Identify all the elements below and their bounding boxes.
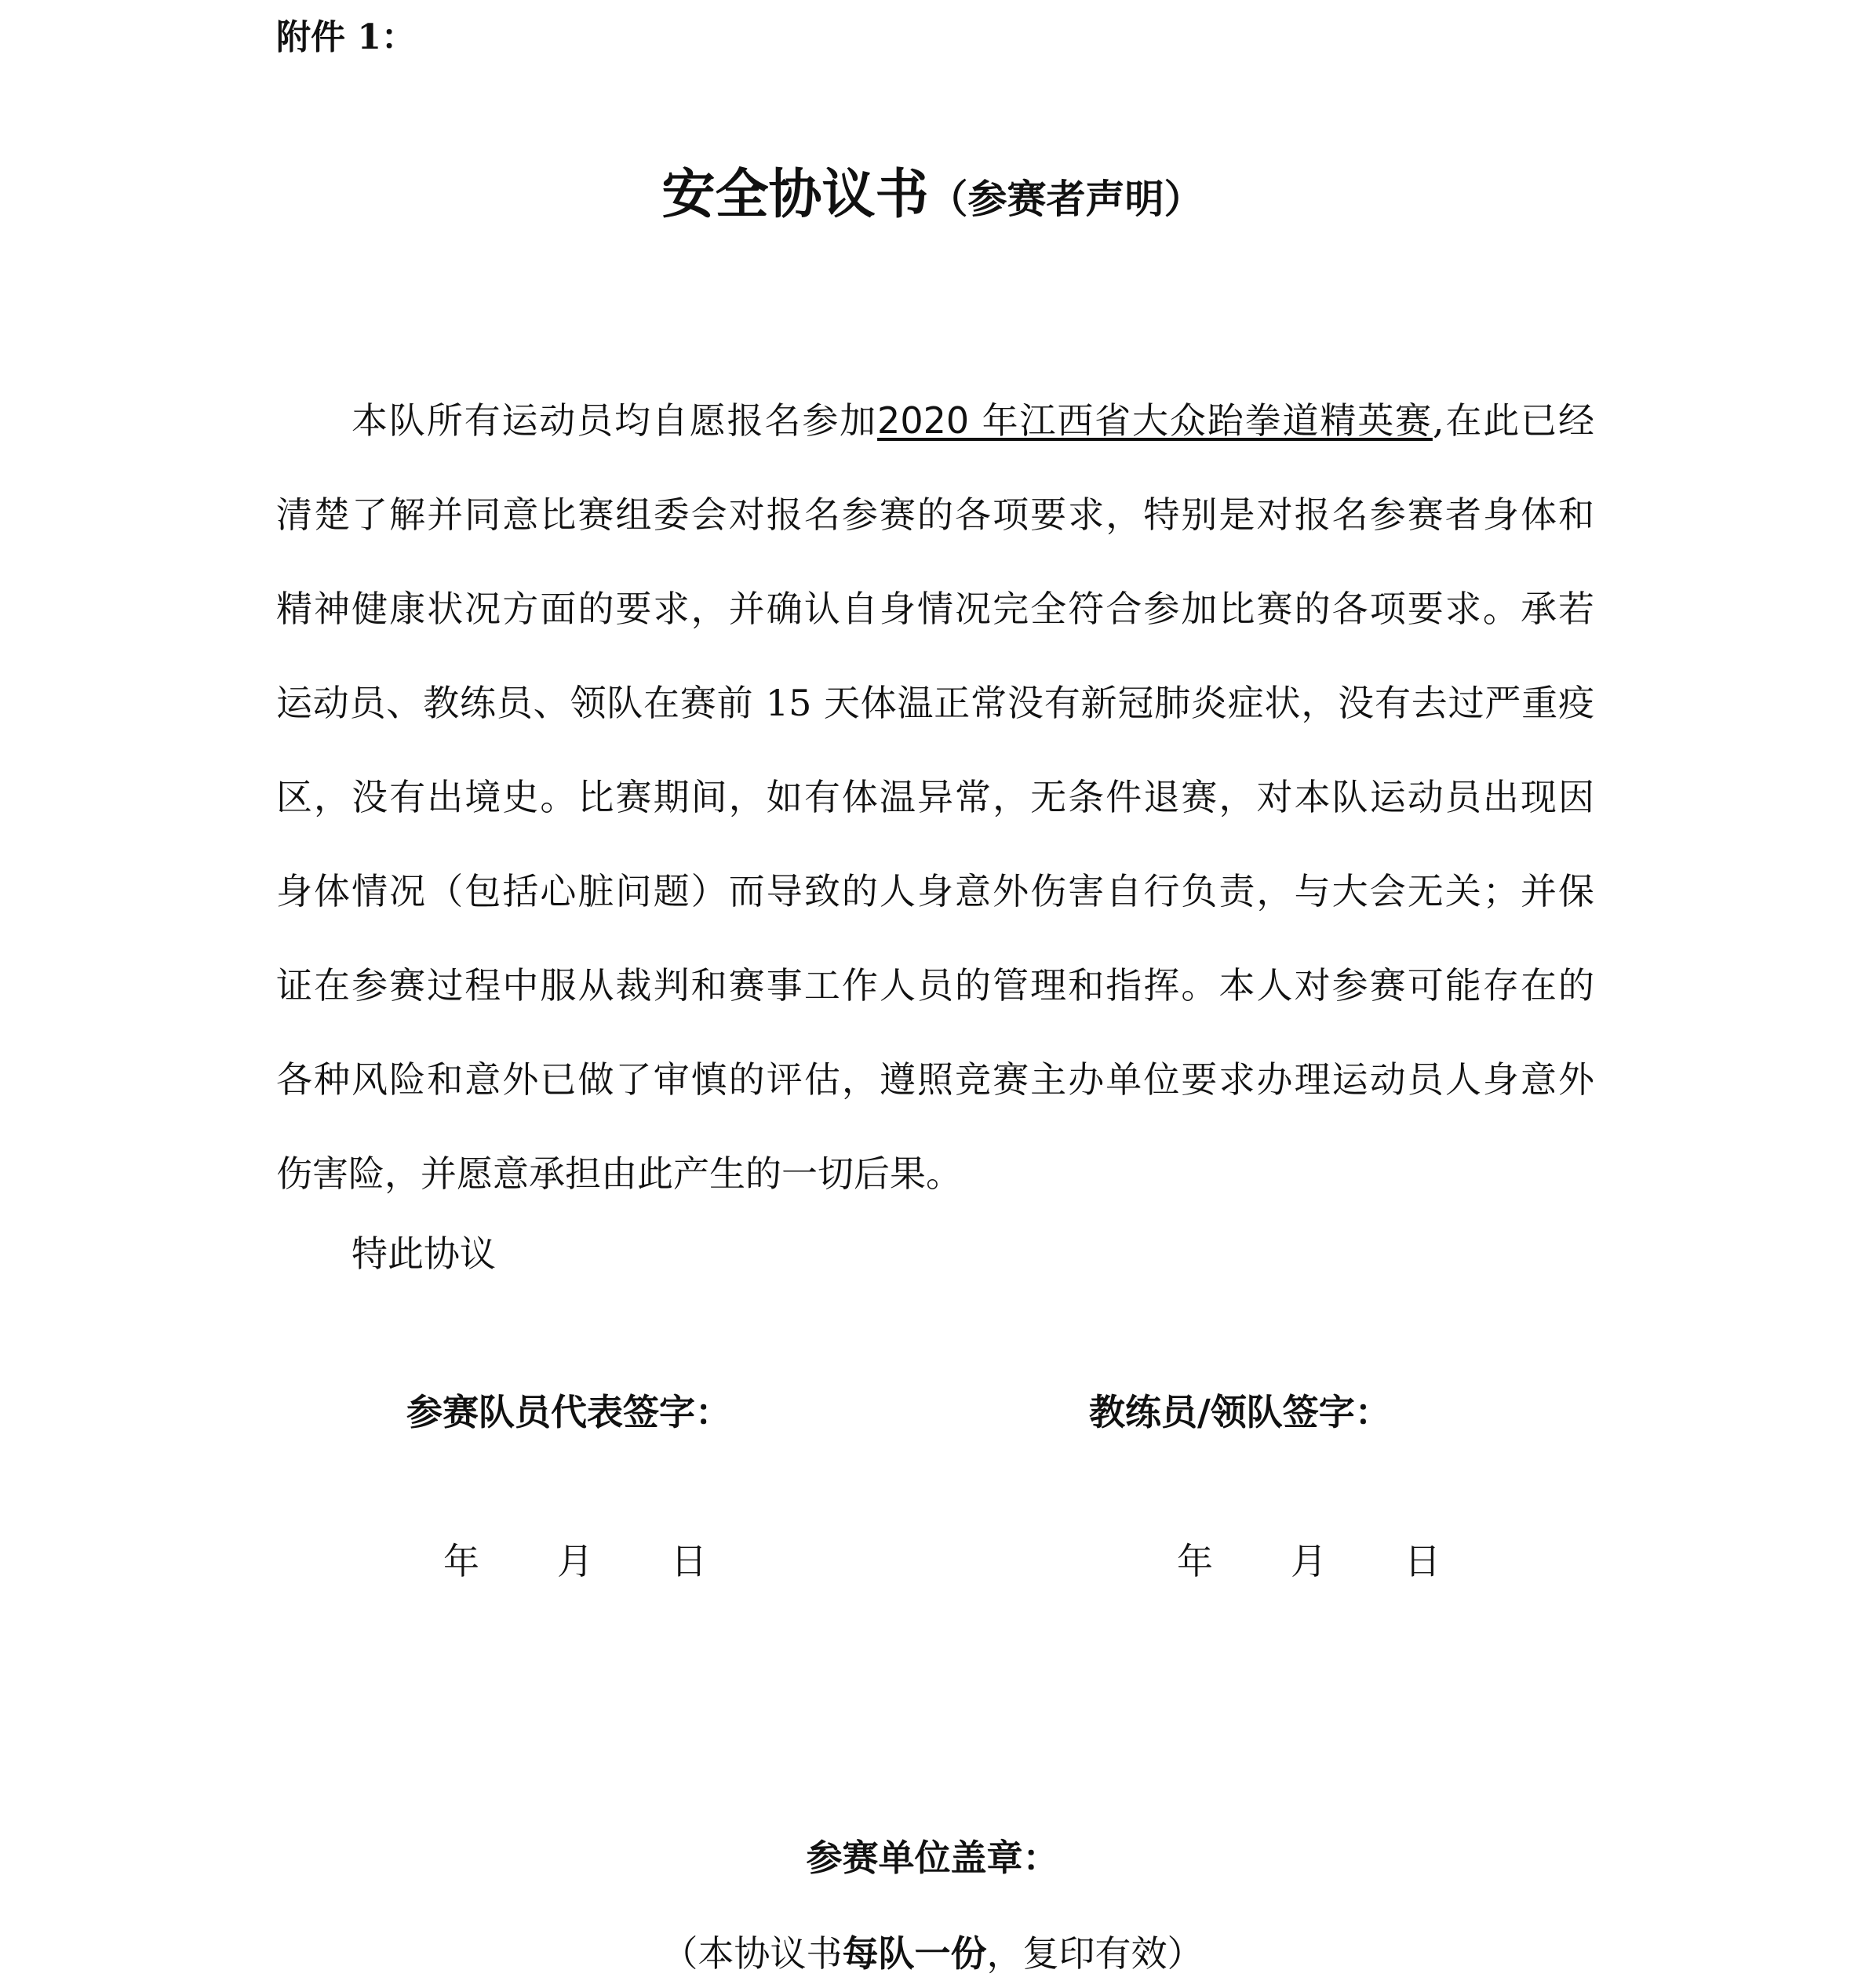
seal-label: 参赛单位盖章： <box>806 1837 1059 1879</box>
closing-text: 特此协议 <box>352 1232 496 1275</box>
paragraph-line-6: 身体情况（包括心脏问题）而导致的人身意外伤害自行负责，与大会无关；并保 <box>276 870 1594 912</box>
line1-prefix: 本队所有运动员均自愿报名参加 <box>352 399 878 442</box>
paragraph-line-1 <box>276 373 1594 468</box>
date-year-left: 年 <box>443 1540 479 1582</box>
date-year-right: 年 <box>1177 1540 1213 1582</box>
paragraph-line-8: 各种风险和意外已做了审慎的评估，遵照竞赛主办单位要求办理运动员人身意外 <box>276 1058 1594 1101</box>
attachment-label: 附件 1： <box>276 17 416 57</box>
paragraph-line-7: 证在参赛过程中服从裁判和赛事工作人员的管理和指挥。本人对参赛可能存在的 <box>276 964 1594 1007</box>
note-bold: 每队一份 <box>842 1932 987 1975</box>
team-representative-signature-label: 参赛队员代表签字： <box>406 1391 731 1433</box>
copy-note <box>0 1930 1865 1977</box>
title-main: 安全协议书 <box>661 163 929 226</box>
date-day-right: 日 <box>1404 1540 1441 1582</box>
title-sub: （参赛者声明） <box>928 176 1204 222</box>
line1-suffix: ,在此已经 <box>1432 399 1594 442</box>
note-close: ，复印有效） <box>986 1932 1204 1975</box>
date-month-right: 月 <box>1291 1540 1327 1582</box>
paragraph-line-2: 清楚了解并同意比赛组委会对报名参赛的各项要求，特别是对报名参赛者身体和 <box>276 493 1594 536</box>
paragraph-line-5: 区，没有出境史。比赛期间，如有体温异常，无条件退赛，对本队运动员出现因 <box>276 776 1594 818</box>
date-month-left: 月 <box>557 1540 593 1582</box>
event-name: 2020 年江西省大众跆拳道精英赛 <box>877 399 1433 442</box>
date-day-left: 日 <box>671 1540 707 1582</box>
paragraph-line-3: 精神健康状况方面的要求，并确认自身情况完全符合参加比赛的各项要求。承若 <box>276 588 1594 630</box>
paragraph-line-4: 运动员、教练员、领队在赛前 15 天体温正常没有新冠肺炎症状，没有去过严重疫 <box>276 682 1594 724</box>
coach-leader-signature-label: 教练员/领队签字： <box>1089 1391 1391 1433</box>
paragraph-line-9: 伤害险，并愿意承担由此产生的一切后果。 <box>276 1152 962 1195</box>
agreement-paragraph <box>276 373 1594 1221</box>
note-open: （本协议书 <box>661 1932 843 1975</box>
document-title <box>0 163 1865 240</box>
